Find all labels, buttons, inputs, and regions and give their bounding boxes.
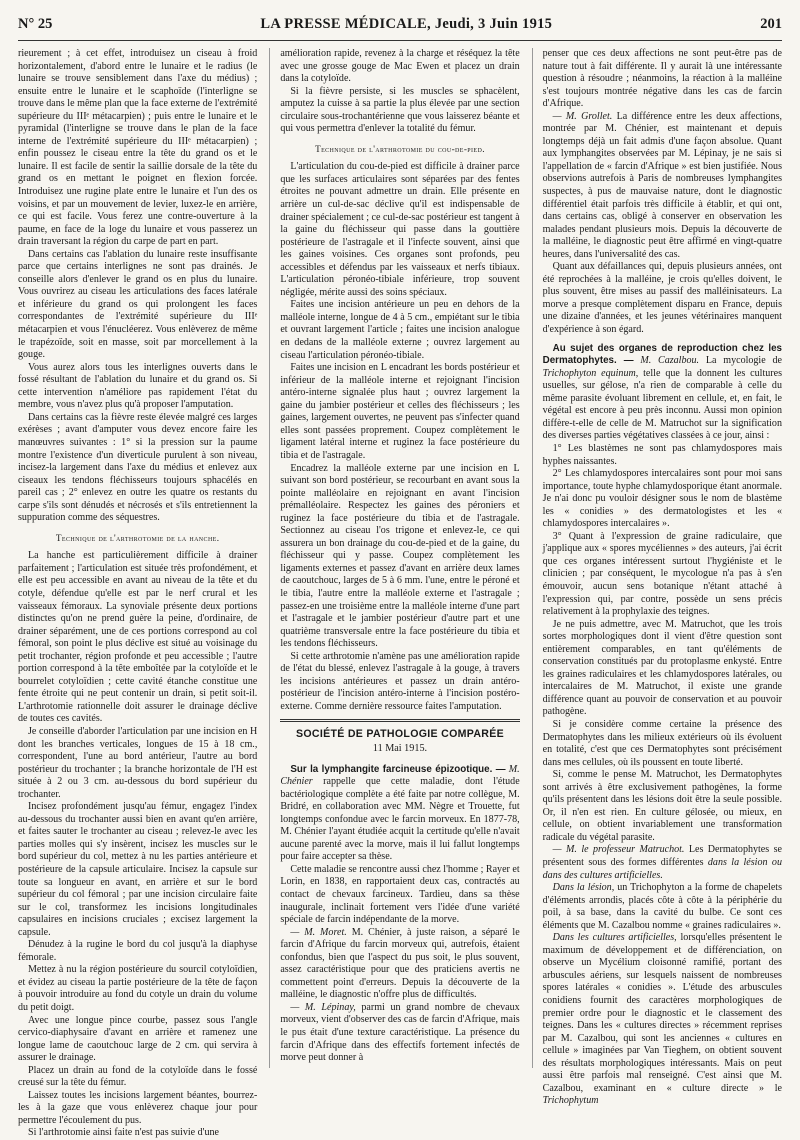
paragraph: Dénudez à la rugine le bord du col jusqu'à la diaphyse fémorale. <box>18 939 258 963</box>
paragraph: Incisez profondément jusqu'au fémur, engagez l'index au-dessous du trochanter aussi bien en avant qu'en arrière, et faites sauter le trochanter au ciseau ; relevez-le avec les parties molles qui s'y insèrent, incisez les muscles sur le bord supérieur du col, mettez à nu les parties antérieure et postérieure de la capsule articulaire. Incisez la capsule sur toute sa longueur en avant, en arrière et sur le bord supérieur du col fémoral ; par une incision circulaire faite sur le col, transformez les incisions longitudinales capsulaires en incisions cruciales ; excisez largement la capsule. <box>18 801 258 938</box>
paragraph: Dans certains cas la fièvre reste élevée malgré ces larges exérèses ; avant d'amputer vous devez encore faire les manœuvres suivantes : 1° si la pression sur la paume montre l'existence d'un diverticule purulent à son niveau, incisez-la largement dans l'axe du médius et enlevez aux ciseaux les tendons fléchisseurs toujours sphacélés en pareil cas ; 2° enlevez en outre les quatre os restants du carpe s'ils sont dénudés et nécrosés et s'ils entretiennent la suppuration comme des séquestres. <box>18 411 258 524</box>
society-heading: SOCIÉTÉ DE PATHOLOGIE COMPARÉE <box>296 728 504 741</box>
list-item: 2° Les chlamydospores intercalaires sont pour moi sans importance, toute hyphe chlamydosporique étant anormale. Je n'ai donc pu vouloir désigner sous le nom de blastème les « conidies » des dermatologistes et les « chlamydospores intercalaires ». <box>542 468 782 530</box>
paragraph: Si cette arthrotomie n'amène pas une amélioration rapide de l'état du blessé, enlevez l'astragale à la gouge, à travers les incisions antérieures et passez un drain antéro-postérieur de l'incision antéro-interne à l'incision postéro-externe. Comme dernière ressource faites l'amputation. <box>280 650 520 712</box>
header-rule <box>18 40 782 41</box>
paragraph: Quant aux défaillances qui, depuis plusieurs années, ont été reprochées à la malléine, je crois qu'elles doivent, le plus souvent, être mises au passif des malléinisateurs. La morve a presque complètement disparu en France, depuis une dizaine d'années, et les jeunes vétérinaires manquent d'expérience à son égard. <box>542 261 782 336</box>
author-name: — M. Lépinay, <box>290 1001 356 1013</box>
paragraph: Avec une longue pince courbe, passez sous l'angle cervico-diaphysaire d'avant en arrière et ramenez une longue lame de caoutchouc large de 2 cm. qui servira à assurer le drainage. <box>18 1014 258 1064</box>
paragraph: Dans certains cas l'ablation du lunaire reste insuffisante parce que certains interlignes ne sont pas drainés. Je conseille alors d'enlever le grand os en plus du lunaire. Vous ouvrirez au ciseau les articulations des faces latérale et inférieure du grand os qui prolongent les faces correspondantes de l'extrémité supérieure du IIIᵉ métacarpien et vous l'énucléerez. Vous enlèverez de même le trapézoïde, soit en masse, soit par morcellement à la gouge. <box>18 248 258 361</box>
paragraph: Si, comme le pense M. Matruchot, les Dermatophytes sont arrivés à être exclusivement pathogènes, la forme qu'ils présentent dans les lésions doit être la seule possible. Or, il n'en est rien. En culture gélosée, ou mieux, en cellule, on obtient invariablement une transformation radicale du végétal parasite. <box>542 769 782 843</box>
paragraph: Vous aurez alors tous les interlignes ouverts dans le fossé résultant de l'ablation du lunaire et du grand os. Si cette intervention n'améliore pas rapidement l'état du membre, vous n'avez plus qu'à proposer l'amputation. <box>18 361 258 411</box>
paragraph <box>543 882 782 932</box>
paragraph: rieurement ; à cet effet, introduisez un ciseau à froid horizontalement, d'abord entre le lunaire et le radius (le lunaire se trouve sensiblement dans l'axe du médius) ; ensuite entre le lunaire et le scaphoïde (l'interligne se trouve dans le même plan que la face externe de l'extrémité supérieure du IIIᵉ métacarpien) ; puis entre le lunaire et le pyramidal (l'interligne se trouve dans le plan de la face interne de l'extrémité supérieure du IIIᵉ métacarpien) ; enfin poussez le ciseau entre la tête du grand os et le lunaire. Il est facile de sentir la saillie dorsale de la tête du grand os en mettant le poignet en flexion forcée. Introduisez une rugine plate entre le lunaire et l'un des os voisins, et par un mouvement de levier, luxez-le en arrière, ce qui est facile. Vous ferez une contre-ouverture à la paume, en face de la loge du lunaire et vous passerez un drain traversant la région du carpe de part en part. <box>18 48 258 248</box>
paragraph: Faites une incision antérieure un peu en dehors de la malléole interne, longue de 4 à 5 cm., empiétant sur le tibia et ouvrant largement l'article ; faites une incision analogue en dedans de la malléole externe ; ouvrez largement au ciseau l'articulation péronéo-tibiale. <box>280 299 520 361</box>
list-item: 3° Quant à l'expression de graine radiculaire, que j'applique aux « spores mycéliennes » des auteurs, j'ai écrit que ces organes intéressent surtout l'hygiéniste et le clinicien ; par conséquent, le mycologue n'a pas à s'en émouvoir, aucun sens botanique n'étant attaché à l'expression qui, par contre, possède un sens précis relativement à la prophylaxie des teignes. <box>542 530 782 618</box>
communication-title: Au sujet des organes de reproduction chez les Dermatophytes. — <box>542 342 782 367</box>
list-item: 1° Les blastèmes ne sont pas chlamydospores mais hyphes naissantes. <box>542 442 782 467</box>
emphasis: Dans les cultures artificielles, <box>552 932 677 944</box>
section-divider <box>280 719 519 722</box>
author-name: M. Cazalbou. <box>640 355 700 367</box>
paragraph: Laissez toutes les incisions largement béantes, bourrez-les à la gaze que vous enlèverez chaque jour pour permettre l'écoulement du pus. <box>18 1089 258 1126</box>
running-header <box>18 16 782 36</box>
paragraph: Cette maladie se rencontre aussi chez l'homme ; Rayer et Lorin, en 1838, en rapportaient deux cas, contractés au contact de chevaux farcineux. Tardieu, dans sa thèse inaugurale, inclinait fortement vers l'idée d'une variété spéciale de farcin indépendante de la morve. <box>280 863 520 926</box>
paragraph: penser que ces deux affections ne sont peut-être pas de nature tout à fait différente. Il y aurait là une intéressante question à résoudre ; néanmoins, la réaction à la malléine s'est toujours montrée négative dans les cas de farcin d'Afrique. <box>542 48 782 110</box>
journal-title: LA PRESSE MÉDICALE, Jeudi, 3 Juin 1915 <box>260 16 553 32</box>
paragraph <box>280 927 519 1002</box>
paragraph: L'articulation du cou-de-pied est difficile à drainer parce que les surfaces articulaires sont séparées par des fentes étroites ne pouvant admettre un drain. Elle présente en arrière un cul-de-sac déclive qu'il est indispensable de drainer spécialement ; ce cul-de-sac postérieur est tangent à la gaine du fléchisseur qui passe dans la gouttière postérieure de l'astragale et il l'infecte souvent, ainsi que les gaines voisines. Ces organes sont profonds, peu accessibles et défendus par les vaisseaux et nerfs tibiaux. L'articulation péronéo-tibiale inférieure, trop souvent négligée, mérite aussi des soins spéciaux. <box>280 161 520 298</box>
author-name: — M. Grollet. <box>552 110 613 122</box>
communication-title: Sur la lymphangite farcineuse épizootique. — <box>290 763 506 775</box>
paragraph: Encadrez la malléole externe par une incision en L suivant son bord postérieur, se recourbant en avant sous la pointe malléolaire en rejoignant en avant l'incision prémalléolaire. Respectez les gaines des péroniers et ruginez la face postérieure du tibia et de l'astragale. Sectionnez au ciseau l'os trigone et enlevez-le, ce qui assurera un bon drainage du cou-de-pied et de la gaine, du fléchisseur qui y passe. Coupez complètement les ligaments externes et passez d'avant en arrière deux lames de caoutchouc, larges de 5 à 6 mm. l'une, entre le péroné et le tibia, l'autre entre la malléole externe et l'astragale ; passez-en une troisième entre la malléole interne d'une part et l'astragale et le jambier postérieur d'autre part et une quatrième transversale entre la face postérieure du tibia et les tendons fléchisseurs. <box>280 462 520 650</box>
communication-text: La mycologie de <box>699 355 782 367</box>
paragraph <box>280 1002 519 1065</box>
paragraph <box>543 932 782 1108</box>
communication-text: Les Dermatophytes se présentent sous des formes différentes <box>542 844 782 868</box>
species-name: Trichophyton equinum <box>542 367 636 379</box>
column-3 <box>532 48 782 1107</box>
paragraph <box>543 111 782 262</box>
author-name: — M. Moret. <box>290 926 347 938</box>
paragraph <box>543 343 782 443</box>
communication-text: , telle que la donnent les cultures usuelles, sur gélose, n'a rien de comparable à celle du même parasite évoluant librement en cellule, et, en fait, le végétal est encore à peu près inconnu. Aussi mon opinion diffère-t-elle de celle de M. Matruchot sur la signification des diverses parties végétatives classées à ce jour, ainsi : <box>542 367 782 442</box>
communication-text: rappelle que cette maladie, dont l'étude bactériologique complète a été faite par notre collègue, M. Bridré, en collaboration avec MM. Nègre et Trouette, fut longtemps confondue avec le farcin morveux. En 1877-78, M. Chénier l'ayant étudiée acquit la certitude qu'elle n'avait aucune parenté avec la morve, mais il lui fallut longtemps pour faire accepter sa thèse. <box>280 776 520 863</box>
section-heading-hip: Technique de l'arthrotomie de la hanche. <box>55 532 220 543</box>
page-number: 201 <box>760 16 782 32</box>
communication-text: M. Chénier, à juste raison, a séparé le farcin d'Afrique du farcin morveux qui, autrefois, étaient confondus, bien que l'aspect du pus soit, le plus souvent, assez caractéristique pour que des praticiens avertis ne commettent point d'erreurs. Depuis la découverte de la malléine, le diagnostic n'offre plus de difficultés. <box>280 926 520 1001</box>
communication-text: parmi un grand nombre de chevaux morveux, vient d'observer des cas de farcin d'Afrique, mais le pus était d'une texture caractéristique. La présence du farcin d'Afrique dans des effectifs fortement infectés de morve peut donner à <box>280 1001 520 1064</box>
paragraph-text: lorsqu'elles présentent le maximum de développement et de différenciation, on observe un Mycélium cloisonné ramifié, portant des arbuscules aériens, sur lesquels naissent de nombreuses spores latérales « conidies ». L'étude des arbuscules conidiens fournit des caractères morphologiques de premier ordre pour le diagnostic et le classement des teignes. Dans les « cultures directes » récemment reprises par M. Cazalbou, qui sont les anciennes « cultures en cellule » imaginées par Van Tieghem, on obtient souvent des résultats morphologiques intéressants. Mais on peut aussi être parfois mal renseigné. C'est ainsi que M. Cazalbou, examinant en « culture directe » le <box>542 932 782 1094</box>
species-name: Trichophytum <box>542 1095 599 1107</box>
author-name: M. Chénier <box>280 763 520 788</box>
paragraph: Placez un drain au fond de la cotyloïde dans le fossé creusé sur la tête du fémur. <box>18 1064 258 1089</box>
paragraph-text: un Trichophyton a la forme de chapelets d'éléments arrondis, placés côte à côte à la périphérie du poil, à sa base, dans la cavité du bulbe. Ce sont ces éléments que M. Cazalbou nomme « graines radiculaires ». <box>542 882 782 931</box>
paragraph <box>543 844 782 882</box>
paragraph: amélioration rapide, revenez à la charge et réséquez la tête avec une grosse gouge de Mac Ewen et placez un drain dans la cotyloïde. <box>280 48 520 85</box>
text-columns <box>18 48 782 1139</box>
paragraph: Je ne puis admettre, avec M. Matruchot, que les trois sortes morphologiques dont il vient d'être question sont entièrement comparables, en tant qu'éléments de conservation constitués par du protoplasme enkysté. Entre les graines radiculaires et les chlamydospores latérales, ou intercalaires de M. Matruchot, il existe une grande différence quant au pouvoir de conservation et au pouvoir pathogène. <box>542 618 782 718</box>
column-1 <box>18 48 258 1139</box>
paragraph: Mettez à nu la région postérieure du sourcil cotyloïdien, et évidez au ciseau la partie postérieure de la tête de façon à pouvoir introduire au fond du cotyle un drain du volume du petit doigt. <box>18 964 258 1014</box>
author-name: — M. le professeur Matruchot. <box>552 844 685 856</box>
paragraph: Je conseille d'aborder l'articulation par une incision en H dont les branches verticales, longues de 15 à 18 cm., correspondent, l'une au bord antérieur, l'autre au bord postérieur du trochanter ; la branche horizontale de l'H est située à 2 ou 3 cm. au-dessous du bord supérieur du trochanter. <box>18 725 258 800</box>
section-heading-ankle: Technique de l'arthrotomie du cou-de-pied. <box>315 143 485 154</box>
paragraph <box>280 764 519 864</box>
column-2 <box>269 48 519 1068</box>
issue-number: N° 25 <box>18 16 53 32</box>
session-date: 11 Mai 1915. <box>372 742 428 754</box>
paragraph: Si la fièvre persiste, si les muscles se sphacèlent, amputez la cuisse à sa partie la plus élevée par une section circulaire sous-trochantérienne que vous laisserez béante et qui vous permettra d'enlever la totalité du fémur. <box>280 85 520 135</box>
paragraph: Si je considère comme certaine la présence des Dermatophytes dans les milieux extérieurs où ils évoluent en totalité, c'est que ces Dermatophytes sont précisément dans mes cellules, où ils poussent en toute liberté. <box>542 718 782 768</box>
paragraph: Si l'arthrotomie ainsi faite n'est pas suivie d'une <box>28 1127 219 1139</box>
emphasis: dans la lésion ou dans des cultures artificielles. <box>542 857 782 881</box>
paragraph: La hanche est particulièrement difficile à drainer parfaitement ; l'articulation est située très profondément, et elle est peu accessible en avant au niveau de la tête et du cotyle, défendue qu'elle est par le nerf crural et les vaisseaux fémoraux. La synoviale présente deux portions distinctes qu'on ne prend guère la peine, d'ordinaire, de drainer séparément, une de ces portions correspond au col fémoral, son point le plus déclive est situé au voisinage du petit trochanter, région profonde et peu accessible ; l'autre portion correspond à la tête emboîtée par la cotyloïde et le bourrelet cotyloïdien ; cette cavité étanche constitue une fente étroite qui ne peut contenir un drain, si petit soit-il. L'arthrotomie rationnelle doit assurer le drainage déclive de toutes ces cavités. <box>18 550 258 725</box>
communication-text: La différence entre les deux affections, montrée par M. Chénier, est maintenant et depuis longtemps déjà un fait admis d'une façon absolue. Quant aux lymphangites observées par M. Lépinay, je ne sais si l'appellation de « farcin d'Afrique » est bien justifiée. Nous observions autrefois à Paris de nombreuses lymphangites suspectes, à pus de mauvaise nature, dont le diagnostic différentiel était parfois très difficile à établir, et qui ont, dans certains cas, obligé à conserver en observation les malades pendant plusieurs mois. Depuis la découverte de la malléine, le diagnostic peut être affirmé en vingt-quatre heures, dans l'universalité des cas. <box>542 110 782 260</box>
emphasis: Dans la lésion, <box>552 882 615 894</box>
paragraph: Faites une incision en L encadrant les bords postérieur et inférieur de la malléole interne et rejoignant l'incision antéro-interne signalée plus haut ; ouvrez largement la gaine du jambier postérieur et celles des fléchisseurs ; les gaines, largement ouvertes, ne peuvent pas s'infecter quand elles sont passées proprement. Coupez complètement le ligament latéral interne et ruginez la face postérieure du tibia et de l'astragale. <box>280 362 520 461</box>
